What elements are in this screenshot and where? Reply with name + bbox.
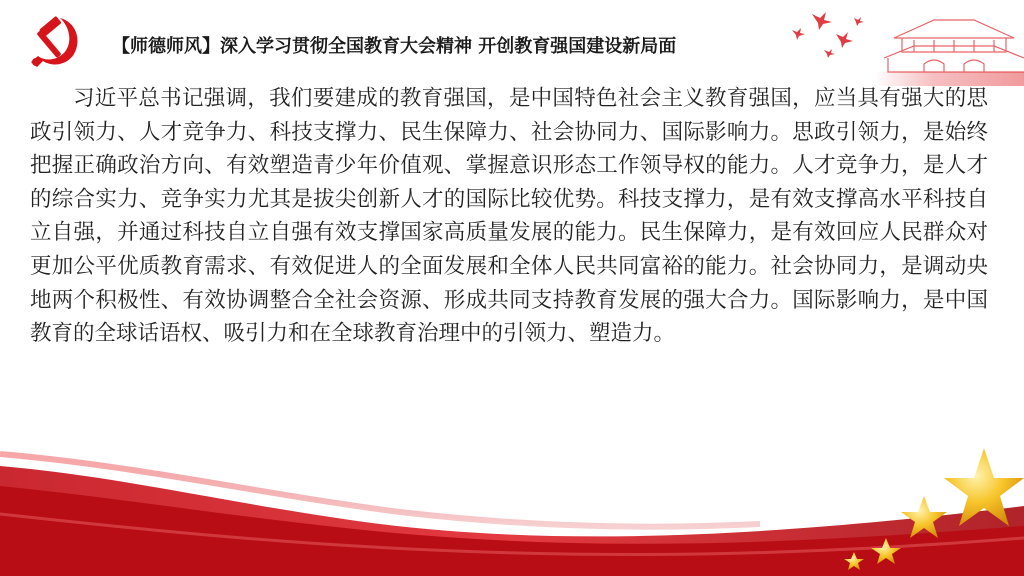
page-title: 【师德师风】深入学习贯彻全国教育大会精神 开创教育强国建设新局面 [112, 36, 677, 57]
star-icon [814, 426, 1024, 576]
body-paragraph: 习近平总书记强调，我们要建成的教育强国，是中国特色社会主义教育强国，应当具有强大的思政引领力、人才竞争力、科技支撑力、民生保障力、社会协同力、国际影响力。思政引领力，是始终把握正确政治方向、有效塑造青少年价值观、掌握意识形态工作领导权的能力。人才竞争力，是人才的综合实力、竞争实力尤其是拔尖创新人才的国际比较优势。科技支撑力，是有效支撑高水平科技自立自强，并通过科技自立自强有效支撑国家高质量发展的能力。民生保障力，是有效回应人民群众对更加公平优质教育需求、有效促进人的全面发展和全体人民共同富裕的能力。社会协同力，是调动央地两个积极性、有效协调整合全社会资源、形成共同支持教育发展的强大合力。国际影响力，是中国教育的全球话语权、吸引力和在全球教育治理中的引领力、塑造力。 [30, 86, 988, 347]
hammer-and-sickle-icon [26, 12, 86, 72]
tiananmen-gate-icon [784, 0, 1024, 86]
